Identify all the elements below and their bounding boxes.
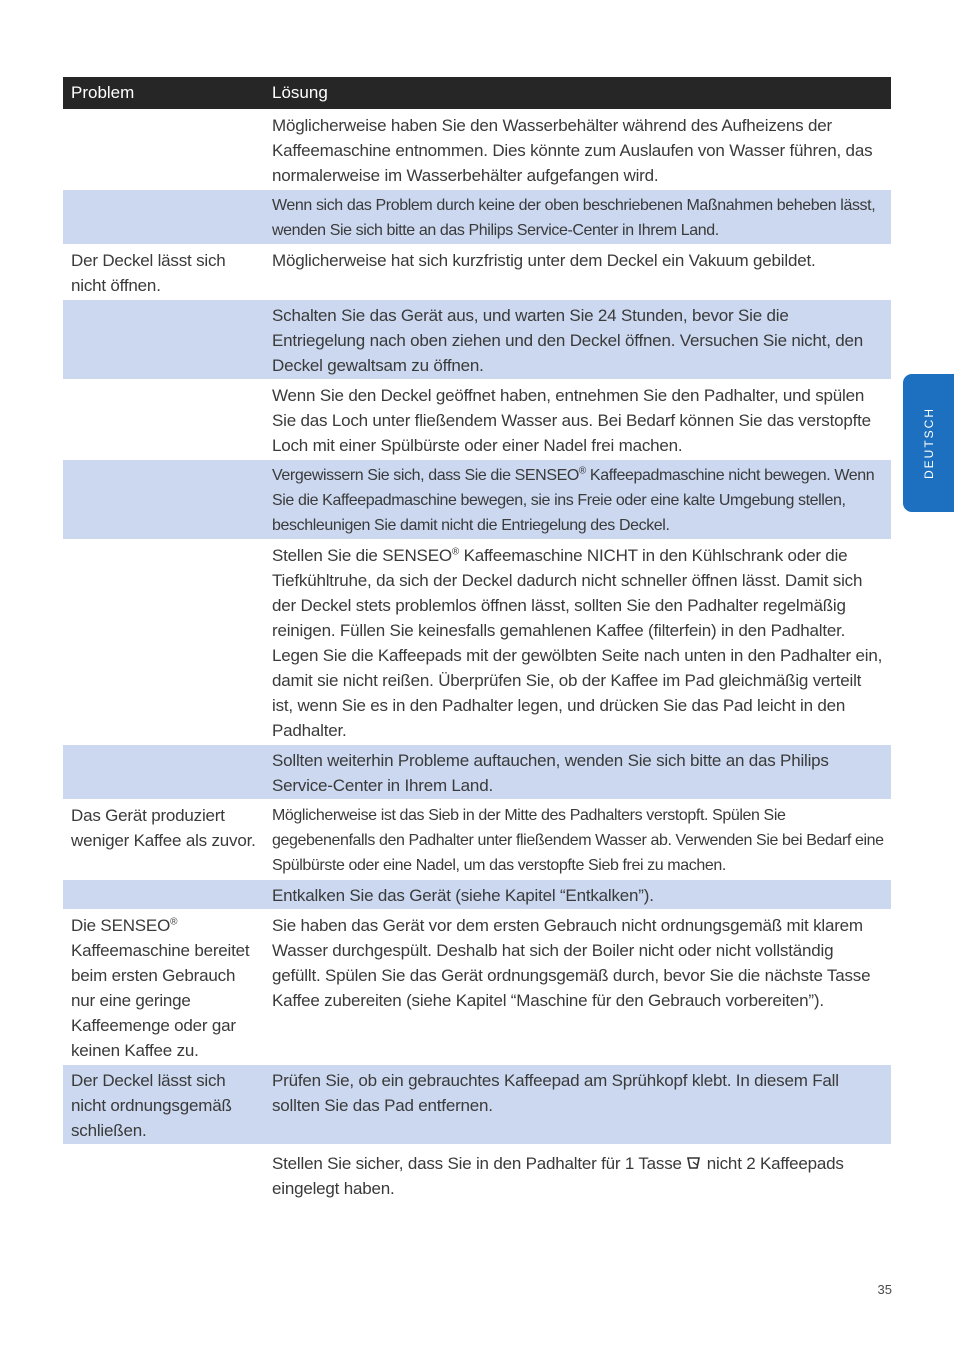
problem-cell (63, 540, 264, 745)
page-number: 35 (877, 1282, 892, 1297)
solution-cell: Wenn Sie den Deckel geöffnet haben, entnehmen Sie den Padhalter, und spülen Sie das Loch unter fließendem Wasser aus. Bei Bedarf können Sie das verstopfte Loch mit einer Spülbürste oder einer Nadel frei machen. (264, 380, 891, 460)
table-row (63, 540, 891, 745)
table-row (63, 380, 891, 460)
solution-cell: Wenn sich das Problem durch keine der oben beschriebenen Maßnahmen beheben lässt, wenden Sie sich bitte an das Philips Service-Center in Ihrem Land. (264, 190, 891, 245)
solution-cell: Möglicherweise ist das Sieb in der Mitte des Padhalters verstopft. Spülen Sie gegebenenfalls den Padhalter unter fließendem Wasser ab. Verwenden Sie bei Bedarf eine Spülbürste oder eine Nadel, um das verstopfte Sieb frei zu machen. (264, 800, 891, 880)
solution-text: Vergewissern Sie sich, dass Sie die SENSEO (272, 467, 579, 484)
language-tab-label: DEUTSCH (921, 406, 936, 480)
problem-cell (63, 1145, 264, 1205)
table-row (63, 300, 891, 380)
solution-cell (264, 540, 891, 745)
table-row (63, 460, 891, 540)
problem-cell: Das Gerät produziert weniger Kaffee als zuvor. (63, 800, 264, 880)
problem-cell (63, 910, 264, 1065)
problem-cell (63, 300, 264, 380)
solution-cell (264, 1145, 891, 1205)
solution-cell: Sollten weiterhin Probleme auftauchen, wenden Sie sich bitte an das Philips Service-Center in Ihrem Land. (264, 745, 891, 800)
registered-mark: ® (170, 916, 178, 928)
table-row (63, 110, 891, 190)
table-row (63, 245, 891, 300)
solution-cell: Prüfen Sie, ob ein gebrauchtes Kaffeepad am Sprühkopf klebt. In diesem Fall sollten Sie das Pad entfernen. (264, 1065, 891, 1145)
single-cup-icon (686, 1155, 702, 1171)
solution-text: Stellen Sie sicher, dass Sie in den Padhalter für 1 Tasse (272, 1154, 687, 1173)
table-row (63, 880, 891, 910)
table-row (63, 190, 891, 245)
solution-text: nicht 2 Kaffeepads eingelegt haben. (272, 1154, 844, 1198)
problem-cell (63, 460, 264, 540)
header-solution: Lösung (264, 77, 891, 110)
table-row (63, 800, 891, 880)
solution-text: Kaffeepadmaschine nicht bewegen. Wenn Sie die Kaffeepadmaschine bewegen, sie ins Freie oder eine kalte Umgebung stellen, beschleunigen Sie damit nicht die Entriegelung des Deckel. (272, 467, 875, 534)
solution-cell: Sie haben das Gerät vor dem ersten Gebrauch nicht ordnungsgemäß mit klarem Wasser durchgespült. Deshalb hat sich der Boiler nicht oder nicht vollständig gefüllt. Spülen Sie das Gerät ordnungsgemäß durch, bevor Sie die nächste Tasse Kaffee zubereiten (siehe Kapitel “Maschine für den Gebrauch vorbereiten”). (264, 910, 891, 1065)
solution-cell: Möglicherweise hat sich kurzfristig unter dem Deckel ein Vakuum gebildet. (264, 245, 891, 300)
troubleshooting-table (63, 77, 891, 1205)
problem-cell (63, 110, 264, 190)
problem-cell: Der Deckel lässt sich nicht ordnungsgemäß schließen. (63, 1065, 264, 1145)
problem-cell (63, 745, 264, 800)
solution-cell: Schalten Sie das Gerät aus, und warten Sie 24 Stunden, bevor Sie die Entriegelung nach oben ziehen und den Deckel öffnen. Versuchen Sie nicht, den Deckel gewaltsam zu öffnen. (264, 300, 891, 380)
table-row (63, 1145, 891, 1205)
solution-text: Stellen Sie die SENSEO (272, 546, 452, 565)
problem-cell: Der Deckel lässt sich nicht öffnen. (63, 245, 264, 300)
header-problem: Problem (63, 77, 264, 110)
solution-text: Kaffeemaschine NICHT in den Kühlschrank oder die Tiefkühltruhe, da sich der Deckel dadurch nicht schneller öffnen lässt. Damit sich der Deckel stets problemlos öffnen lässt, sollten Sie den Padhalter regelmäßig reinigen. Füllen Sie keinesfalls gemahlenen Kaffee (filterfein) in den Padhalter. Legen Sie die Kaffeepads mit der gewölbten Seite nach unten in den Padhalter ein, damit sie nicht reißen. Überprüfen Sie, ob der Kaffee im Pad gleichmäßig verteilt ist, wenn Sie es in den Padhalter legen, und drücken Sie das Pad leicht in den Padhalter. (272, 546, 883, 740)
problem-text: Die SENSEO (71, 916, 171, 935)
solution-cell: Entkalken Sie das Gerät (siehe Kapitel “Entkalken”). (264, 880, 891, 910)
language-tab (903, 374, 954, 512)
solution-cell (264, 460, 891, 540)
table-row (63, 745, 891, 800)
registered-mark: ® (578, 465, 586, 477)
problem-text: Kaffeemaschine bereitet beim ersten Gebrauch nur eine geringe Kaffeemenge oder gar keinen Kaffee zu. (71, 941, 250, 1060)
table-row (63, 1065, 891, 1145)
solution-cell: Möglicherweise haben Sie den Wasserbehälter während des Aufheizens der Kaffeemaschine entnommen. Dies könnte zum Auslaufen von Wasser führen, das normalerweise im Wasserbehälter aufgefangen wird. (264, 110, 891, 190)
problem-cell (63, 190, 264, 245)
table-header (63, 77, 891, 110)
problem-cell (63, 880, 264, 910)
table-row (63, 910, 891, 1065)
problem-cell (63, 380, 264, 460)
registered-mark: ® (451, 546, 460, 558)
